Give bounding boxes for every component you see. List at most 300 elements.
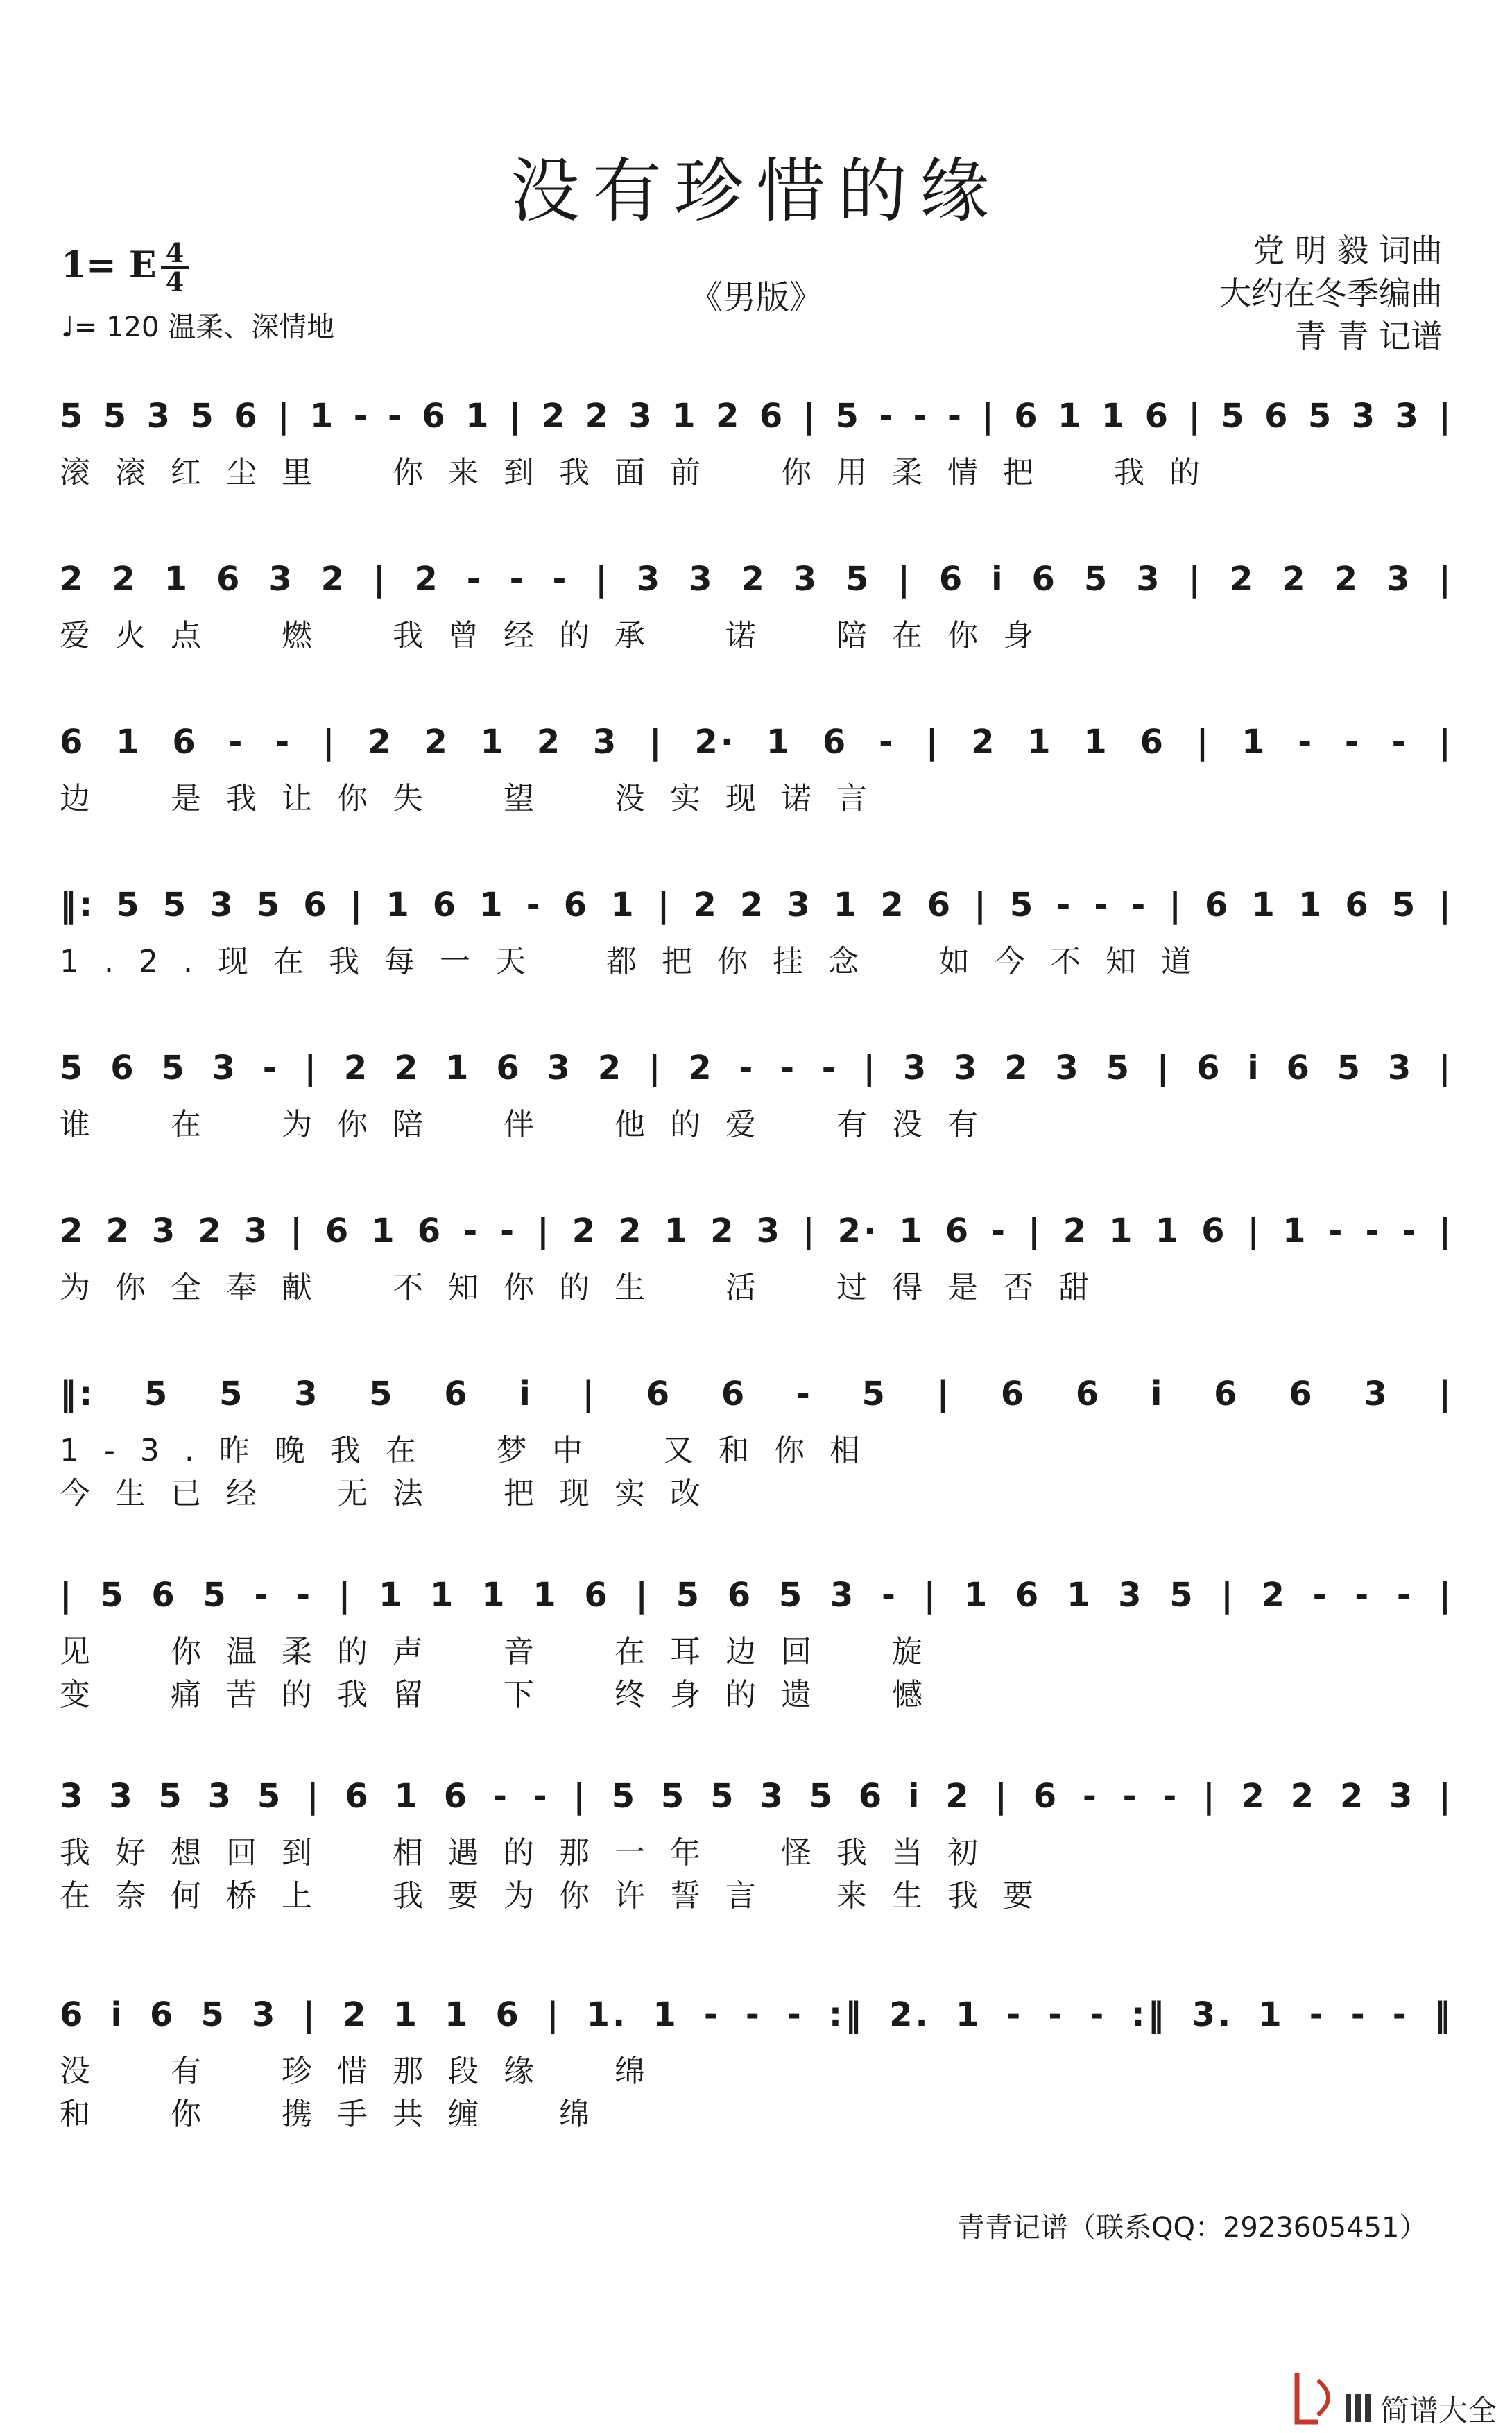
note: 1 [1258, 1995, 1285, 2034]
note: 2 [1241, 1777, 1267, 1816]
note: 1 [1083, 723, 1110, 762]
note: i [907, 1777, 922, 1816]
note: 5 [60, 397, 86, 436]
note: 5 [861, 1375, 888, 1413]
note: 1 [394, 1777, 420, 1816]
note: 6 [1000, 1375, 1027, 1413]
lyric-line: 谁 在 为你陪 伴 他的爱 有没有 [60, 1107, 1003, 1142]
note: 2 [945, 1777, 972, 1816]
note: - [1328, 1212, 1346, 1250]
note: 5 [218, 1375, 246, 1413]
note: 6 [150, 1995, 176, 2034]
note: - [787, 1995, 804, 2034]
note: 5 [203, 1576, 229, 1615]
note: 5 [60, 1049, 86, 1087]
barline: | [290, 1212, 305, 1250]
note: - [552, 560, 569, 599]
barline: | [1438, 1777, 1454, 1816]
note: 6 [216, 560, 243, 599]
note: 3 [1118, 1576, 1144, 1615]
note: - [796, 1375, 813, 1413]
note: 5 [116, 886, 142, 925]
note: 5 [256, 886, 283, 925]
note: 2 [688, 1049, 714, 1087]
note: 2 [394, 1049, 421, 1087]
note: 5 [778, 1576, 805, 1615]
note: 2 [710, 1212, 737, 1250]
note: 6 [1144, 397, 1171, 436]
credit-line: 党 明 毅 词曲 [1253, 232, 1443, 269]
note: 1 [899, 1212, 925, 1250]
note: 3 [954, 1049, 980, 1087]
note: - [1392, 1995, 1409, 2034]
note: 3 [109, 1777, 135, 1816]
note: 6 [1204, 886, 1231, 925]
note: 3 [60, 1777, 86, 1816]
barline: | [60, 1576, 75, 1615]
note: 6 [1033, 1777, 1060, 1816]
note: 5 [1009, 886, 1036, 925]
note: 3 [902, 1049, 929, 1087]
note: 6 [1201, 1212, 1228, 1250]
barline: | [277, 397, 293, 436]
note: 2 [60, 560, 86, 599]
barline: | [1438, 1576, 1454, 1615]
note: 2 [618, 1212, 644, 1250]
barline: | [1196, 723, 1212, 762]
note: 1 [610, 886, 637, 925]
note: 6 [1031, 560, 1058, 599]
notation-line [60, 1991, 1454, 2039]
barline: | [1438, 1049, 1454, 1087]
version-label: 《男版》 [689, 278, 823, 317]
note: 6 [584, 1576, 610, 1615]
notation-line [60, 1044, 1454, 1092]
note: - [388, 397, 404, 436]
note: 2· [694, 723, 736, 762]
note: - [879, 723, 896, 762]
note: 6 [1289, 1375, 1315, 1413]
notation-line [60, 1370, 1454, 1418]
credit-line: 大约在冬季编曲 [1219, 275, 1443, 312]
note: 1 [480, 723, 506, 762]
site-logo [1290, 2366, 1505, 2429]
note: 6 [303, 886, 329, 925]
note: 1 [533, 1576, 559, 1615]
lyric-line: 变 痛苦的我留 下 终身的遗 憾 [60, 1677, 947, 1712]
note: 2 [320, 560, 347, 599]
note: 5 [100, 1576, 126, 1615]
note: - [913, 397, 930, 436]
barline: | [322, 723, 338, 762]
note: 2 [343, 1049, 370, 1087]
note: 6 [945, 1212, 972, 1250]
note: 2 [60, 1212, 86, 1250]
barline: | [936, 1375, 952, 1413]
note: 5 [158, 1777, 184, 1816]
note: 2 [343, 1995, 369, 2034]
note: 3 [756, 1212, 782, 1250]
barline: | [372, 560, 388, 599]
notation-line [60, 1207, 1454, 1255]
note: 3. [1192, 1995, 1234, 2034]
barline: | [897, 560, 913, 599]
note: 3 [268, 560, 295, 599]
note: 1 [653, 1995, 679, 2034]
barline: | [1438, 723, 1454, 762]
note: 5 [144, 1375, 171, 1413]
note: 6 [1286, 1049, 1312, 1087]
note: i [1247, 1049, 1262, 1087]
note: - [745, 1995, 762, 2034]
note: 3 [830, 1576, 857, 1615]
note: 1 [371, 1212, 397, 1250]
note: 1 [833, 886, 860, 925]
note: 6 [151, 1576, 178, 1615]
note: 2 [536, 723, 563, 762]
note: 3 [207, 1777, 234, 1816]
note: 3 [1387, 1049, 1414, 1087]
time-signature-top: 4 [165, 237, 184, 268]
note: 2 [1339, 1777, 1366, 1816]
note: 1 [378, 1576, 405, 1615]
note: - [1122, 1777, 1140, 1816]
barline: ‖ [1434, 1995, 1454, 2034]
note: 6 [721, 1375, 748, 1413]
note: 3 [294, 1375, 320, 1413]
note: 3 [1395, 397, 1421, 436]
notation-line [60, 1772, 1454, 1821]
note: 6 [1015, 1576, 1042, 1615]
note: - [509, 560, 526, 599]
note: 2 [739, 886, 766, 925]
note: 6 [1196, 1049, 1223, 1087]
note: 1 [393, 1995, 420, 2034]
note: 1 [766, 723, 793, 762]
lyric-line: 在奈何桥上 我要为你许誓言 来生我要 [60, 1878, 1058, 1914]
note: 5 [162, 886, 189, 925]
note: 2 [198, 1212, 224, 1250]
note: 6 [1140, 723, 1166, 762]
note: - [1396, 1576, 1414, 1615]
barline: | [1156, 1049, 1172, 1087]
note: - [1365, 1212, 1382, 1250]
note: 6 [443, 1777, 470, 1816]
note: 3 [1364, 1375, 1390, 1413]
note: - [254, 1576, 271, 1615]
lyric-line: 为你全奉献 不知你的生 活 过得是否甜 [60, 1270, 1114, 1305]
note: 2 [112, 560, 138, 599]
barline: | [923, 1576, 939, 1615]
note: i [110, 1995, 125, 2034]
note: - [882, 1576, 898, 1615]
note: 6 [417, 1212, 444, 1250]
note: - [1391, 723, 1409, 762]
note: - [1402, 1212, 1419, 1250]
notation-line [60, 718, 1454, 766]
note: 5 [1083, 560, 1110, 599]
barline: | [802, 397, 818, 436]
barline: | [1247, 1212, 1263, 1250]
note: 1 [1242, 723, 1268, 762]
footer-note: 青青记谱（联系QQ：2923605451） [957, 2212, 1427, 2244]
logo-text: 简谱大全 [1380, 2393, 1497, 2427]
note: 1 [164, 560, 191, 599]
note: - [1090, 1995, 1107, 2034]
note: 6 [759, 397, 786, 436]
note: 6 [1014, 397, 1040, 436]
note: 2 [368, 723, 394, 762]
note: 6 [172, 723, 198, 762]
note: 1 [445, 1995, 471, 2034]
note: 1 [445, 1049, 472, 1087]
barline: | [1438, 560, 1454, 599]
note: 3 [787, 886, 813, 925]
note: - [991, 1212, 1008, 1250]
note: - [1298, 723, 1315, 762]
note: 6 [444, 1375, 470, 1413]
credit-line: 青 青 记谱 [1294, 318, 1443, 355]
note: - [821, 1049, 839, 1087]
note: 1 [1058, 397, 1084, 436]
key-signature: 1= E [61, 244, 157, 286]
note: 3 [547, 1049, 573, 1087]
note: 2 [572, 1212, 599, 1250]
note: - [1309, 1995, 1326, 2034]
barline: | [1169, 886, 1184, 925]
note: 3 [628, 397, 655, 436]
note: - [296, 1576, 313, 1615]
note: 6 [325, 1212, 352, 1250]
note: 6 [927, 886, 954, 925]
note: - [1131, 886, 1149, 925]
lyric-line: 1-3.昨晚我在 梦中 又和你相 [60, 1433, 885, 1468]
barline: | [1028, 1212, 1043, 1250]
note: 1 [672, 397, 698, 436]
lyric-line: 我好想回到 相遇的那一年 怪我当初 [60, 1835, 1003, 1871]
note: 3 [1351, 397, 1378, 436]
credits [1219, 229, 1443, 358]
note: 2 [741, 560, 767, 599]
note: 6 [1075, 1375, 1102, 1413]
barline: | [648, 1049, 664, 1087]
note: 1 [481, 1576, 508, 1615]
note: 6 [110, 1049, 137, 1087]
barline: | [657, 886, 673, 925]
tempo-marking: ♩= 120 温柔、深情地 [61, 311, 335, 343]
page-title: 没有珍惜的缘 [510, 151, 1002, 232]
barline: | [573, 1777, 588, 1816]
note: 1 [386, 886, 412, 925]
barline: :‖ [1131, 1995, 1167, 2034]
note: - [1350, 1995, 1368, 2034]
note: 3 [759, 1777, 786, 1816]
note: 1 [1067, 1576, 1093, 1615]
note: 2· [837, 1212, 879, 1250]
note: 1 [465, 397, 492, 436]
barline: | [1203, 1777, 1218, 1816]
note: 2 [1282, 560, 1308, 599]
note: 6 [1264, 397, 1291, 436]
note: 1 [1282, 1212, 1309, 1250]
note: i [991, 560, 1006, 599]
note: 6 [345, 1777, 371, 1816]
notation-line [60, 1571, 1454, 1619]
note: 1 [309, 397, 336, 436]
note: 2 [1229, 560, 1256, 599]
barline: | [1438, 397, 1454, 436]
note: - [526, 886, 543, 925]
note: 5 [1337, 1049, 1364, 1087]
note: 5 [200, 1995, 227, 2034]
note: 2 [971, 723, 997, 762]
lyric-line: 爱火点 燃 我曾经的承 诺 陪在你身 [60, 618, 1058, 653]
note: 2 [1261, 1576, 1287, 1615]
barline: | [547, 1995, 562, 2034]
note: - [703, 1995, 721, 2034]
barline: | [863, 1049, 879, 1087]
note: 2 [716, 397, 742, 436]
barline: | [802, 1212, 818, 1250]
note: 3 [146, 397, 173, 436]
note: 5 [103, 397, 130, 436]
barline: ‖: [60, 886, 96, 925]
note: 5 [257, 1777, 284, 1816]
barline: | [974, 886, 989, 925]
note: 6 [495, 1995, 522, 2034]
note: 5 [835, 397, 861, 436]
note: 6 [234, 397, 260, 436]
barline: | [350, 886, 366, 925]
note: 2 [541, 397, 568, 436]
note: 3 [251, 1995, 278, 2034]
note: 6 [1345, 886, 1371, 925]
note: - [780, 1049, 798, 1087]
notation-line [60, 392, 1454, 440]
note: 6 [432, 886, 459, 925]
barline: | [1438, 1375, 1454, 1413]
note: 5 [161, 1049, 187, 1087]
note: i [519, 1375, 533, 1413]
note: 3 [636, 560, 663, 599]
note: 1 [1155, 1212, 1182, 1250]
note: - [1082, 1777, 1099, 1816]
note: 2 [1004, 1049, 1031, 1087]
note: - [500, 1212, 517, 1250]
lyric-line: 见 你温柔的声 音 在耳边回 旋 [60, 1634, 947, 1669]
barline: | [1188, 397, 1203, 436]
note: 5 [369, 1375, 395, 1413]
note: - [353, 397, 370, 436]
note: 1 [664, 1212, 691, 1250]
barline: | [302, 1995, 318, 2034]
barline: ‖: [60, 1375, 96, 1413]
barline: | [508, 397, 524, 436]
note: - [533, 1777, 550, 1816]
note: - [1056, 886, 1074, 925]
note: 2 [880, 886, 907, 925]
note: 6 [1214, 1375, 1240, 1413]
note: 3 [212, 1049, 238, 1087]
note: 5 [1307, 397, 1334, 436]
barline: | [1438, 886, 1454, 925]
note: 3 [243, 1212, 270, 1250]
note: 3 [1136, 560, 1162, 599]
barline: | [338, 1576, 354, 1615]
note: 2 [693, 886, 719, 925]
note: 1 [1101, 397, 1128, 436]
note: - [947, 397, 964, 436]
note: 2 [105, 1212, 132, 1250]
note: 3 [1055, 1049, 1081, 1087]
note: - [262, 1049, 280, 1087]
note: - [739, 1049, 756, 1087]
lyric-line: 没 有 珍惜那段缘 绵 [60, 2054, 670, 2089]
barline: | [635, 1576, 651, 1615]
note: 5 [1169, 1576, 1196, 1615]
note: 5 [845, 560, 872, 599]
note: 6 [60, 723, 86, 762]
note: - [1312, 1576, 1330, 1615]
note: - [1048, 1995, 1065, 2034]
note: 6 [60, 1995, 86, 2034]
lyric-line: 1.2.现在我每一天 都把你挂念 如今不知道 [60, 944, 1217, 979]
barline: | [1221, 1576, 1236, 1615]
note: 6 [858, 1777, 885, 1816]
note: 5 [190, 397, 216, 436]
note: - [463, 1212, 481, 1250]
note: 2 [597, 1049, 624, 1087]
note: 2 [1334, 560, 1361, 599]
note: - [492, 1777, 510, 1816]
note: - [1162, 1777, 1180, 1816]
barline: :‖ [828, 1995, 865, 2034]
note: - [1355, 1576, 1372, 1615]
note: 3 [592, 723, 619, 762]
barline: | [1188, 560, 1204, 599]
notation-line [60, 881, 1454, 929]
lyric-line: 滚滚红尘里 你来到我面前 你用柔情把 我的 [60, 455, 1225, 490]
note: 6 [646, 1375, 673, 1413]
note: 1 [955, 1995, 982, 2034]
barline: | [582, 1375, 598, 1413]
note: 6 [727, 1576, 754, 1615]
lyric-line: 边 是我让你失 望 没实现诺言 [60, 781, 892, 816]
note: - [1344, 723, 1361, 762]
note: 1 [430, 1576, 456, 1615]
note: 2 [414, 560, 440, 599]
note: 5 [1221, 397, 1247, 436]
note: 1. [586, 1995, 628, 2034]
barline: | [981, 397, 997, 436]
note: 3 [689, 560, 715, 599]
note: - [1094, 886, 1111, 925]
barline: | [595, 560, 610, 599]
note: 5 [1106, 1049, 1132, 1087]
note: - [275, 723, 293, 762]
barline: | [304, 1049, 319, 1087]
note: 1 [1109, 1212, 1135, 1250]
note: 2 [1063, 1212, 1090, 1250]
note: 3 [1386, 560, 1413, 599]
barline: | [995, 1777, 1010, 1816]
lyric-line: 和 你 携手共缠 绵 [60, 2097, 615, 2132]
note: 6 [496, 1049, 522, 1087]
note: 6 [938, 560, 965, 599]
note: 5 [611, 1777, 638, 1816]
note: 1 [963, 1576, 990, 1615]
note: 5 [676, 1576, 703, 1615]
